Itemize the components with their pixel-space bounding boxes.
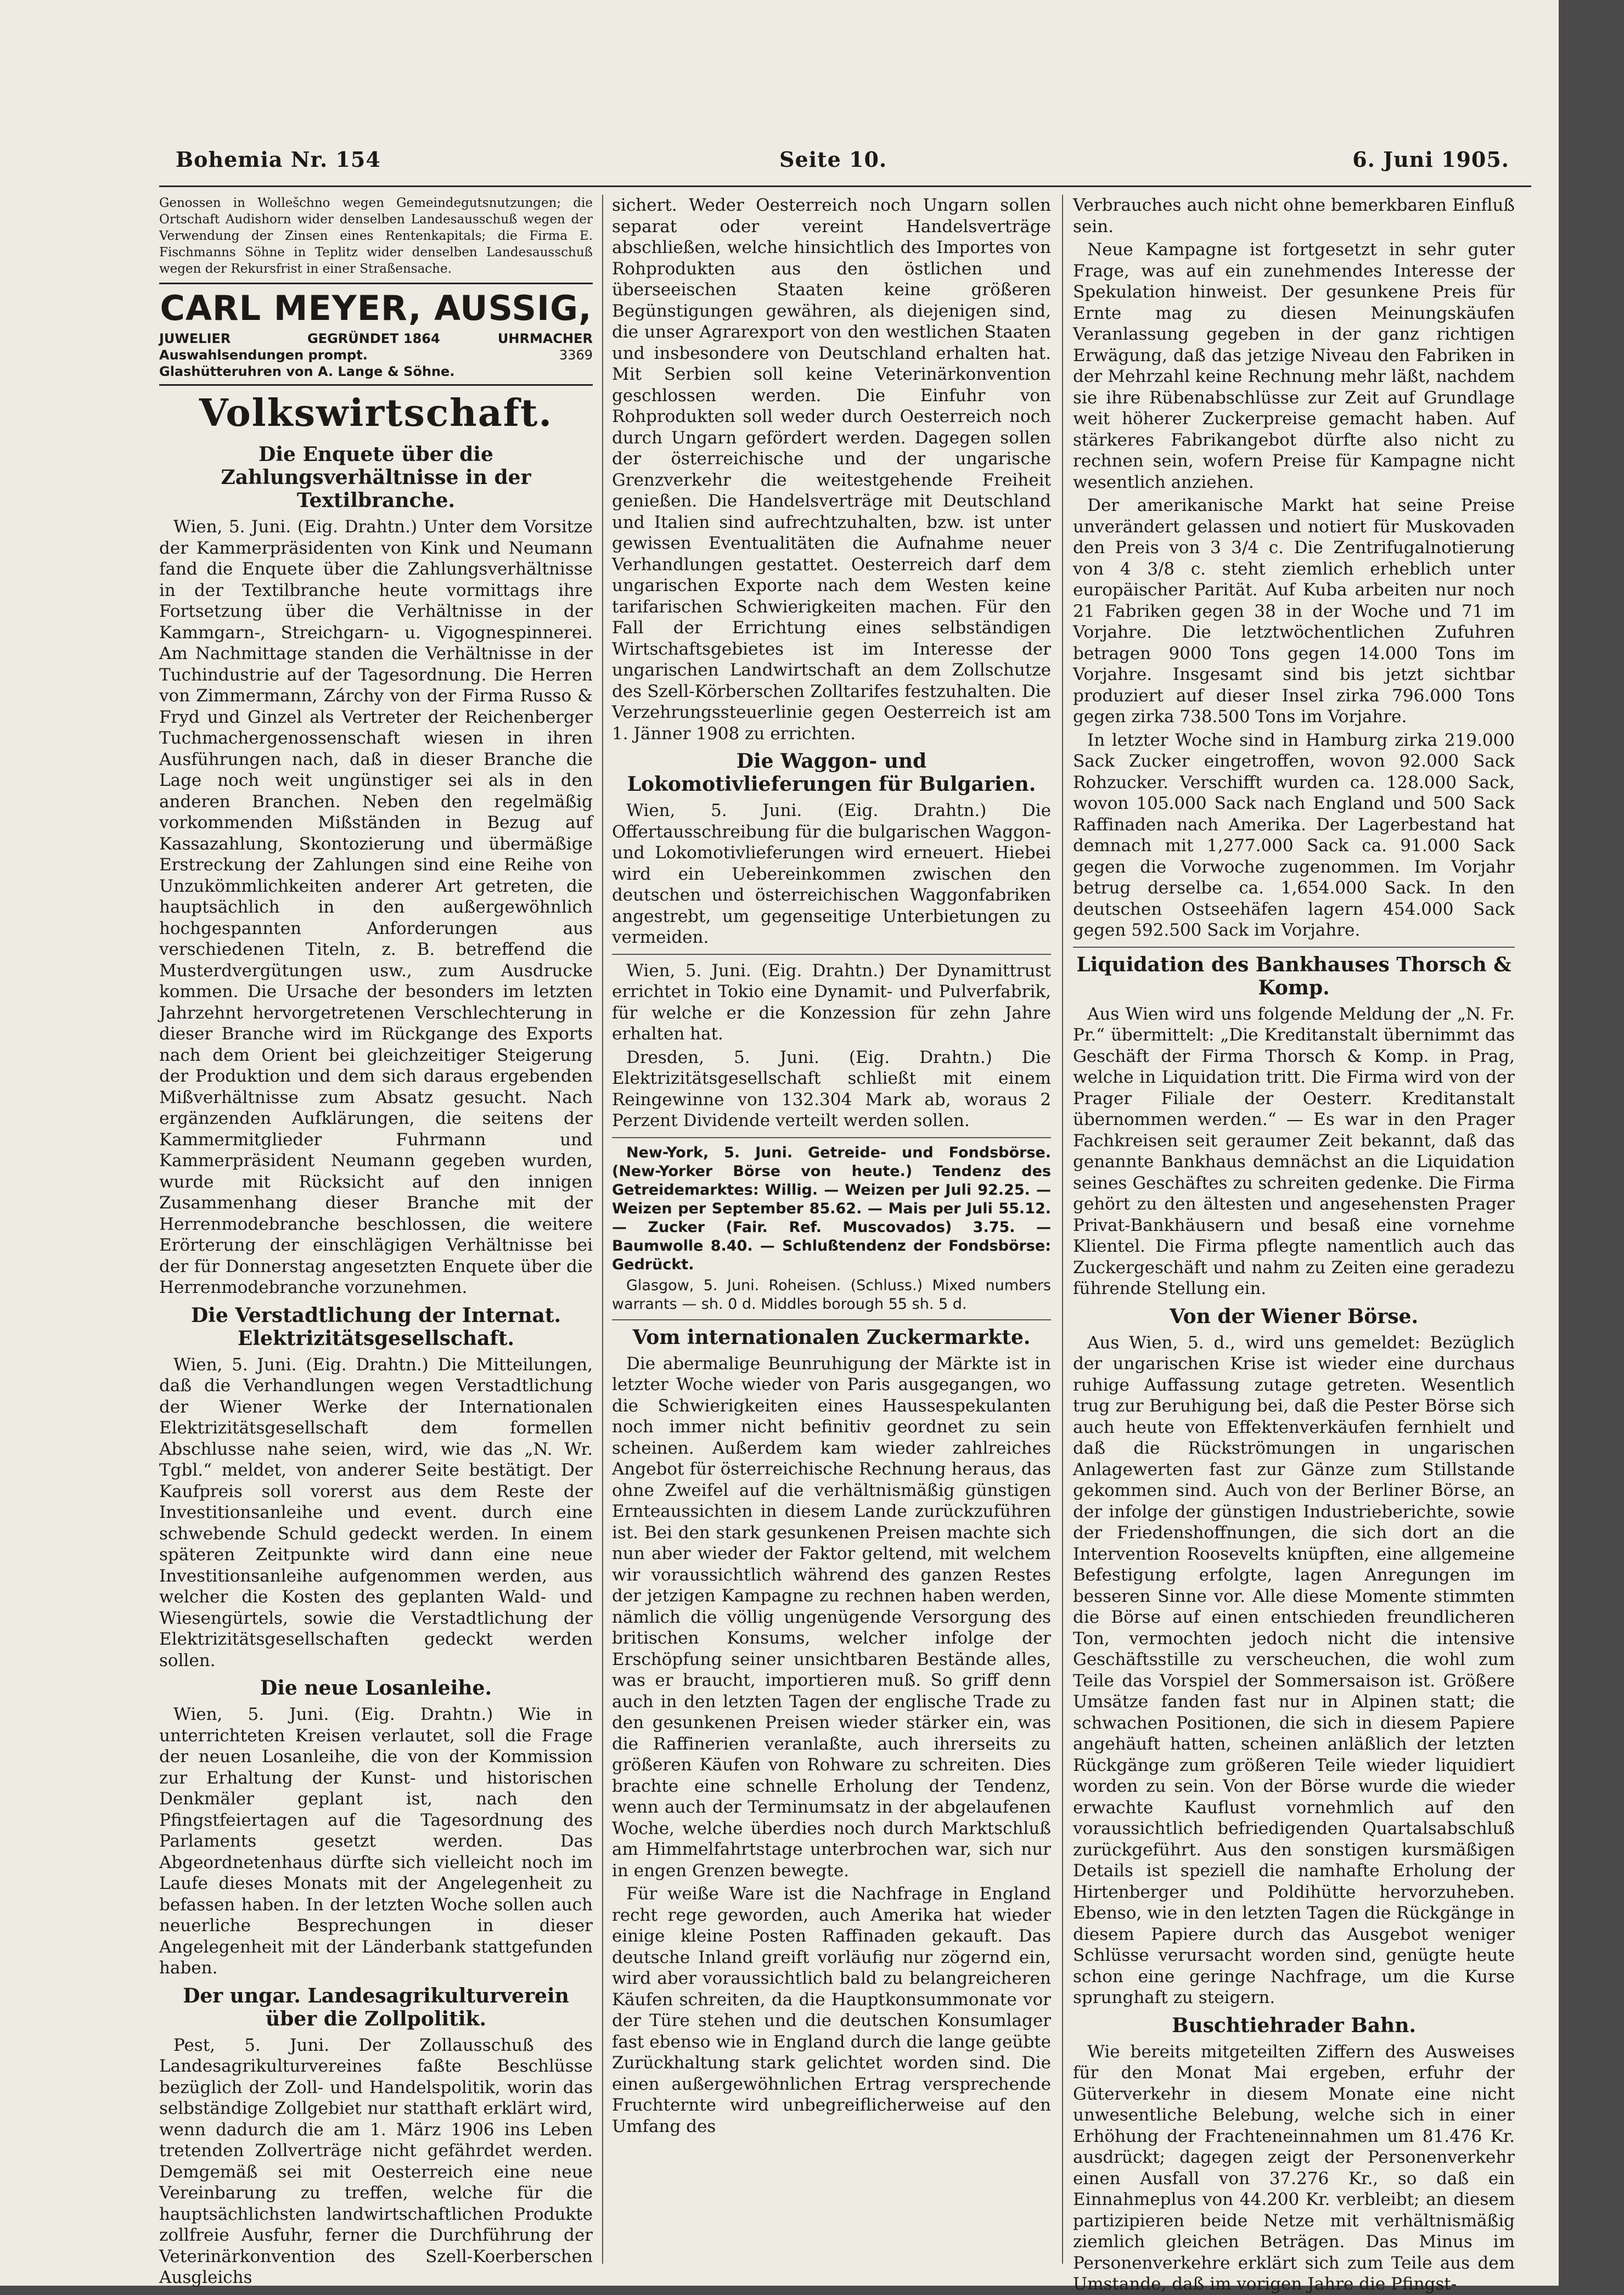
article-verstadtlichung: Wien, 5. Juni. (Eig. Drahtn.) Die Mitteilungen, daß die Verhandlungen wegen Verstadtlichung der Wiener Werke der Internationalen Elektrizitätsgesellschaft dem formellen Abschlusse nahe seien, wird, wie das „N. Wr. Tgbl.“ meldet, von anderer Seite bestätigt. Der Kaufpreis soll vorerst aus dem Reste der Investitionsanleihe und event. durch eine schwebende Schuld gedeckt werden. In einem späteren Zeitpunkte wird dann eine neue Investitionsanleihe aufgenommen werden, aus welcher die Kosten des geplanten Wald- und Wiesengürtels, sowie die Verstadtlichung der Elektrizitätsgesellschaften gedeckt werden sollen. [159, 1354, 593, 1670]
ad-line-2: Glashütteruhren von A. Lange & Söhne. [159, 364, 455, 379]
article-enquete: Wien, 5. Juni. (Eig. Drahtn.) Unter dem Vorsitze der Kammerpräsidenten von Kink und Neumann fand die Enquete über die Zahlungsverhältnisse in der Textilbranche heute vormittags ihre Fortsetzung über die Verhältnisse in der Kammgarn-, Streichgarn- u. Vigognespinnerei. Am Nachmittage standen die Verhältnisse in der Tuchindustrie auf der Tagesordnung. Die Herren von Zimmermann, Zárchy von der Firma Russo & Fryd und Ginzel als Vertreter der Reichenberger Tuchmachergenossenschaft wiesen in ihren Ausführungen nach, daß in dieser Branche die Lage noch weit ungünstiger sei als in den anderen Branchen. Neben den regelmäßig vorkommenden Mißständen in Bezug auf Kassazahlung, Skontozierung und übermäßige Erstreckung der Zahlungen sind eine Reihe von Unzukömmlichkeiten anderer Art getreten, die hauptsächlich in den außergewöhnlich hochgespannten Anforderungen aus verschiedenen Titeln, z. B. betreffend die Musterdvergütungen usw., zum Ausdrucke kommen. Die Ursache der besonders im letzten Jahrzehnt hervorgetretenen Verschlechterung in dieser Branche wird im Rückgange des Exports nach dem Orient bei gleichzeitiger Steigerung der Produktion und dem sich daraus ergebenden Mißverhältnisse zum Absatz gesucht. Nach ergänzenden Aufklärungen, die seitens der Kammermitglieder Fuhrmann und Kammerpräsident Neumann gegeben wurden, wurde mit Rücksicht auf den innigen Zusammenhang dieser Branche mit der Herrenmodebranche beschlossen, die weitere Erörterung der einschlägigen Verhältnisse bei der für Donnerstag angesetzten Enquete über die Herrenmodebranche vorzunehmen. [159, 517, 593, 1297]
article-kampagne: Neue Kampagne ist fortgesetzt in sehr guter Frage, was auf ein zunehmendes Interesse der Spekulation hinweist. Der gesunkene Preis für Ernte mag zu diesen Meinungskäufen Veranlassung gegeben in der ganz richtigen Erwägung, daß das jetzige Niveau den Fabriken in der Mehrzahl keine Rechnung mehr läßt, nachdem sie ihre Rübenabschlüsse zur Zeit auf Grundlage weit höherer Zuckerpreise gemacht haben. Auf stärkeres Fabrikangebot dürfte also nicht zu rechnen sein, wofern Preise für Kampagne nicht wesentlich anziehen. [1073, 240, 1515, 492]
column-3 [1073, 195, 1515, 2294]
article-buschtiehrader: Wie bereits mitgeteilten Ziffern des Ausweises für den Monat Mai ergeben, erfuhr der Güterverkehr in diesem Monate eine nicht unwesentliche Belebung, welche sich in einer Erhöhung der Frachteneinnahmen um 81.476 Kr. ausdrückt; dagegen zeigt der Personenverkehr einen Ausfall von 37.276 Kr., so daß ein Einnahmeplus von 44.200 Kr. verbleibt; an diesem partizipieren beide Netze mit verhältnismäßig ziemlich gleichen Beträgen. Das Minus im Personenverkehre erklärt sich zum Teile aus dem Umstande, daß im vorigen Jahre die Pfingst- [1073, 2041, 1515, 2294]
ad-line-1 [159, 347, 593, 363]
article-zuckermarkt-1: Die abermalige Beunruhigung der Märkte ist in letzter Woche wieder von Paris ausgegangen, wo die Schwierigkeiten eines Haussespekulanten noch immer nicht befinitiv geordnet zu sein scheinen. Außerdem kam wieder zahlreiches Angebot für österreichische Rechnung heraus, das ohne Zweifel auf die verhältnismäßig günstigen Ernteaussichten in diesem Lande zurückzuführen ist. Bei den stark gesunkenen Preisen machte sich nun aber wieder der Faktor geltend, mit welchem wir voraussichtlich während des ganzen Restes der jetzigen Kampagne zu rechnen haben werden, nämlich die völlig ungenügende Versorgung des britischen Konsums, welcher infolge der Erschöpfung seiner unsichtbaren Bestände alles, was er braucht, importieren muß. So griff denn auch in den letzten Tagen der englische Trade zu den gesunkenen Preisen wieder stärker ein, was die Raffinerien veranlaßte, auch ihrerseits zu größeren Käufen von Rohware zu schreiten. Dies brachte eine schnelle Erholung der Tendenz, wenn auch der Terminumsatz in der abgelaufenen Woche, welche überdies noch durch Marktschluß am Himmelfahrtstage unterbrochen war, sich nur in engen Grenzen bewegte. [612, 1353, 1051, 1881]
article-continuation: Verbrauches auch nicht ohne bemerkbaren Einfluß sein. [1073, 195, 1515, 237]
column-1 [159, 195, 593, 2287]
article-dynamit: Wien, 5. Juni. (Eig. Drahtn.) Der Dynamittrust errichtet in Tokio eine Dynamit- und Pulverfabrik, für welche er die Konzession für zehn Jahre erhalten hat. [612, 960, 1051, 1044]
ad-subline [159, 328, 593, 347]
column-2 [612, 195, 1051, 2264]
separator [612, 954, 1051, 955]
header-rule [159, 185, 1531, 187]
intro-text: Genossen in Wollešchno wegen Gemeindegutsnutzungen; die Ortschaft Audishorn wider denselben Landesausschuß wegen der Verwendung der Zinsen eines Rentenkapitals; die Firma E. Fischmanns Söhne in Teplitz wider denselben Landesausschuß wegen der Rekursfrist in einer Straßensache. [159, 196, 593, 276]
section-title: Volkswirtschaft. [199, 391, 553, 435]
headline-verstadtlichung: Die Verstadtlichung der Internat. Elektrizitätsgesellschaft. [190, 1303, 561, 1350]
advertisement-carl-meyer [159, 283, 593, 386]
separator [612, 1137, 1051, 1138]
headline-losanleihe: Die neue Losanleihe. [260, 1677, 492, 1700]
article-hamburg: In letzter Woche sind in Hamburg zirka 219.000 Sack Zucker eingetroffen, wovon 92.000 Sack Rohzucker. Verschifft wurden ca. 128.000 Sack, wovon 105.000 Sack nach England und 500 Sack Raffinaden nach Amerika. Der Lagerbestand hat demnach mit 1,277.000 Sack ca. 91.000 Sack gegen die Vorwoche zugenommen. Im Vorjahr betrug derselbe ca. 1,654.000 Sack. In den deutschen Ostseehäfen lagern 454.000 Sack gegen 592.500 Sack im Vorjahre. [1073, 730, 1515, 940]
article-losanleihe: Wien, 5. Juni. (Eig. Drahtn.) Wie in unterrichteten Kreisen verlautet, soll die Frage der neuen Losanleihe, die von der Kommission zur Erhaltung der Kunst- und historischen Denkmäler geplant ist, nach den Pfingstfeiertagen auf die Tagesordnung des Parlaments gesetzt werden. Das Abgeordnetenhaus dürfte sich vielleicht noch im Laufe dieses Monats mit der Angelegenheit zu befassen haben. In der letzten Woche sollen auch neuerliche Besprechungen in dieser Angelegenheit mit der Länderbank stattgefunden haben. [159, 1705, 593, 1978]
column-rule-2 [1062, 195, 1063, 2264]
headline-wiener-borse: Von der Wiener Börse. [1170, 1304, 1418, 1328]
article-zuckermarkt-2: Für weiße Ware ist die Nachfrage in England recht rege geworden, auch Amerika hat wieder einige kleine Posten Raffinaden gekauft. Das deutsche Inland greift vorläufig nur zögernd ein, wird aber voraussichtlich bald zu belangreicheren Käufen schreiten, da die Hauptkonsummonate vor der Türe stehen und die deutschen Konsumlager fast ebenso wie in England durch die lange geübte Zurückhaltung stark gelichtet worden sind. Die einen außergewöhnlichen Ertrag versprechende Fruchternte wird unbegreiflicherweise auf den Umfang des [612, 1884, 1051, 2136]
separator [612, 1319, 1051, 1320]
article-continuation: sichert. Weder Oesterreich noch Ungarn sollen separat oder vereint Handelsverträge abschließen, welche hinsichtlich des Importes von Rohprodukten aus den östlichen und überseeischen Staaten keine größeren Begünstigungen gewähren, als diejenigen sind, die unser Agrarexport von den westlichen Staaten und insbesondere von Deutschland erhalten hat. Mit Serbien soll keine Veterinärkonvention geschlossen werden. Die Einfuhr von Rohprodukten soll weder durch Oesterreich noch durch Ungarn gefördert werden. Dagegen sollen der österreichische und der ungarische Grenzverkehr die weitestgehende Freiheit genießen. Die Handelsverträge mit Deutschland und Italien sind aufrechtzuhalten, bzw. ist unter gewissen Eventualitäten die Aufnahme neuer Verhandlungen gestattet. Oesterreich darf dem ungarischen Exporte nach dem Westen keine tarifarischen Schwierigkeiten machen. Für den Fall der Errichtung eines selbständigen Wirtschaftsgebietes ist im Interesse der ungarischen Landwirtschaft an dem Zollschutze des Szell-Körberschen Zolltarifes festzuhalten. Die Verzehrungssteuerlinie gegen Oesterreich ist am 1. Jänner 1908 zu errichten. [612, 195, 1051, 744]
headline-landesagrikulturverein: Der ungar. Landesagrikulturverein über die Zollpolitik. [183, 1984, 569, 2030]
page-header [176, 147, 1509, 180]
header-page-number: Seite 10. [779, 147, 887, 172]
headline-waggon: Die Waggon- und Lokomotivlieferungen für Bulgarien. [627, 750, 1036, 796]
article-amerika: Der amerikanische Markt hat seine Preise unverändert gelassen und notiert für Muskovaden den Preis von 3 3/4 c. Die Zentrifugalnotierung von 4 3/8 c. steht ziemlich erheblich unter europäischer Parität. Auf Kuba arbeiten nur noch 21 Fabriken gegen 38 in der Woche und 71 im Vorjahre. Die letztwöchentlichen Zufuhren betragen 9000 Tons gegen 14.000 Tons im Vorjahre. Insgesamt sind bis jetzt sichtbar produziert auf dieser Insel zirka 796.000 Tons gegen zirka 738.500 Tons im Vorjahre. [1073, 496, 1515, 727]
glasgow-report: Glasgow, 5. Juni. Roheisen. (Schluss.) Mixed numbers warrants — sh. 0 d. Middles borough 55 sh. 5 d. [612, 1276, 1051, 1313]
article-dresden: Dresden, 5. Juni. (Eig. Drahtn.) Die Elektrizitätsgesellschaft schließt mit einem Reingewinne von 132.304 Mark ab, woraus 2 Perzent Dividende verteilt werden sollen. [612, 1047, 1051, 1130]
ad-name: CARL MEYER, AUSSIG, [160, 288, 592, 328]
ad-number: 3369 [559, 347, 593, 363]
column-rule-1 [602, 195, 603, 2264]
separator [1073, 947, 1515, 948]
header-issue: Bohemia Nr. 154 [176, 147, 381, 172]
article-wiener-borse: Aus Wien, 5. d., wird uns gemeldet: Bezüglich der ungarischen Krise ist wieder eine durchaus ruhige Auffassung zutage getreten. Wesentlich trug zur Beruhigung bei, daß die Pester Börse sich auch heute von Effektenverkäufen fernhielt und daß die Rückströmungen in ungarischen Anlagewerten fast zur Gänze zum Stillstande gekommen sind. Auch von der Berliner Börse, an der infolge der günstigen Industrieberichte, sowie der Friedenshoffnungen, die sich dort an die Intervention Roosevelts knüpften, eine allgemeine Befestigung erfolgte, lagen Anregungen im besseren Sinne vor. Alle diese Momente stimmten die Börse auf einen entschieden freundlicheren Ton, vermochten jedoch nicht die intensive Geschäftsstille zu verscheuchen, die wohl zum Teile das Vorspiel der Sommersaison ist. Größere Umsätze fanden fast nur in Alpinen statt; die schwachen Positionen, die sich in diesem Papiere angehäuft hatten, scheinen anläßlich der letzten Rückgänge zum größeren Teile wieder liquidiert worden zu sein. Von der Börse wurde die wieder erwachte Kauflust vornehmlich auf den voraussichtlich befriedigenden Quartalsabschluß zurückgeführt. Aus den sonstigen kursmäßigen Details ist speziell die namhafte Erholung der Hirtenberger und Poldihütte hervorzuheben. Ebenso, wie in den letzten Tagen die Rückgänge in diesem Papiere durch das Ausgebot weniger Schlüsse verursacht worden sind, genügte heute schon eine geringe Nachfrage, um die Kurse sprunghaft zu steigern. [1073, 1332, 1515, 2007]
newyork-report: New-York, 5. Juni. Getreide- und Fondsbörse. (New-Yorker Börse von heute.) Tendenz des Getreidemarktes: Willig. — Weizen per Juli 92.25. — Weizen per September 85.62. — Mais per Juli 55.12. — Zucker (Fair. Ref. Muscovados) 3.75. — Baumwolle 8.40. — Schlußtendenz der Fondsbörse: Gedrückt. [612, 1144, 1051, 1273]
headline-thorsch: Liquidation des Bankhauses Thorsch & Komp. [1076, 953, 1511, 999]
ad-left: JUWELIER [159, 331, 231, 346]
headline-enquete: Die Enquete über die Zahlungsverhältnisse in der Textilbranche. [221, 443, 531, 512]
ad-right: UHRMACHER [497, 331, 593, 346]
headline-zuckermarkt: Vom internationalen Zuckermarkte. [632, 1325, 1031, 1349]
header-date: 6. Juni 1905. [1352, 147, 1509, 172]
ad-mid: GEGRÜNDET 1864 [307, 331, 440, 346]
article-landesagrikulturverein: Pest, 5. Juni. Der Zollausschuß des Landesagrikulturvereines faßte Beschlüsse bezüglich der Zoll- und Handelspolitik, worin das selbständige Zollgebiet nur statthaft erklärt wird, wenn dadurch die am 1. März 1906 ins Leben tretenden Zollverträge nicht gefährdet werden. Demgemäß sei mit Oesterreich eine neue Vereinbarung zu treffen, welche für die hauptsächlichsten landwirtschaftlichen Produkte zollfreie Ausfuhr, ferner die Durchführung der Veterinärkonvention des Szell-Koerberschen Ausgleichs [159, 2035, 593, 2287]
headline-buschtiehrader: Buschtiehrader Bahn. [1172, 2013, 1416, 2037]
ad-line-1-text: Auswahlsendungen prompt. [159, 347, 368, 363]
article-waggon: Wien, 5. Juni. (Eig. Drahtn.) Die Offertausschreibung für die bulgarischen Waggon- und Lokomotivlieferungen wird erneuert. Hiebei wird ein Uebereinkommen zwischen den deutschen und österreichischen Waggonfabriken angestrebt, um gegenseitige Unterbietungen zu vermeiden. [612, 801, 1051, 947]
article-thorsch: Aus Wien wird uns folgende Meldung der „N. Fr. Pr.“ übermittelt: „Die Kreditanstalt übernimmt das Geschäft der Firma Thorsch & Komp. in Prag, welche in Liquidation tritt. Die Firma wird von der Prager Filiale der Oesterr. Kreditanstalt übernommen werden.“ — Es war in den Prager Fachkreisen seit geraumer Zeit bekannt, daß das genannte Bankhaus demnächst an die Liquidation seines Geschäftes zu schreiten gedenke. Die Firma gehört zu den ältesten und angesehensten Prager Privat-Bankhäusern und besaß eine vornehme Klientel. Die Firma pflegte namentlich auch das Zuckergeschäft und nahm zu Zeiten eine geradezu führende Stellung ein. [1073, 1004, 1515, 1298]
